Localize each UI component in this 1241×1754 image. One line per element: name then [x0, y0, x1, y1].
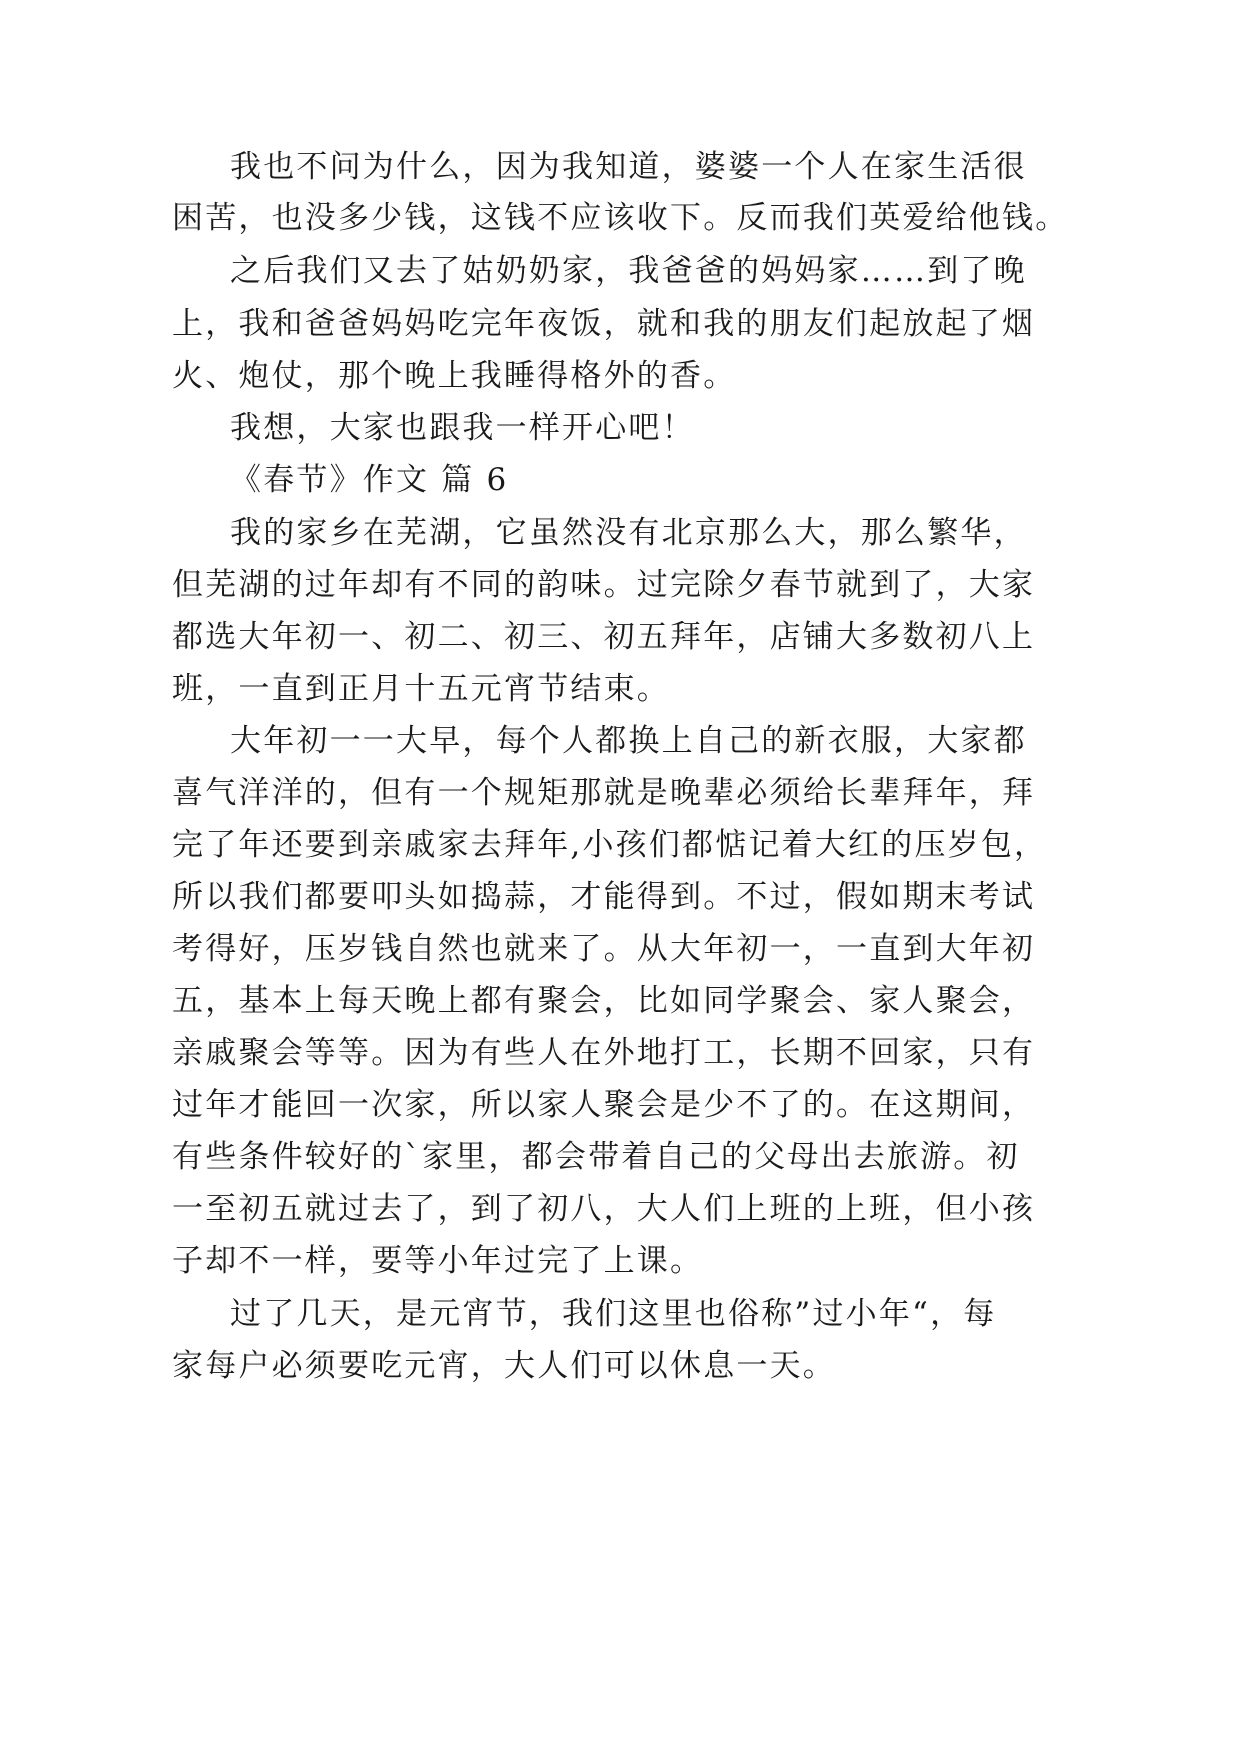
paragraph-line: 火、炮仗，那个晚上我睡得格外的香。 [172, 358, 737, 394]
paragraph-line: 完了年还要到亲戚家去拜年,小孩们都惦记着大红的压岁包， [172, 827, 1048, 863]
paragraph-line: 都选大年初一、初二、初三、初五拜年，店铺大多数初八上 [172, 619, 1036, 655]
paragraph-line: 上，我和爸爸妈妈吃完年夜饭，就和我的朋友们起放起了烟 [172, 306, 1036, 342]
paragraph-line: 亲戚聚会等等。因为有些人在外地打工，长期不回家，只有 [172, 1035, 1036, 1071]
paragraph-line: 一至初五就过去了，到了初八，大人们上班的上班，但小孩 [172, 1191, 1036, 1227]
paragraph-line: 子却不一样，要等小年过完了上课。 [172, 1243, 704, 1279]
paragraph-line: 所以我们都要叩头如捣蒜，才能得到。不过，假如期末考试 [172, 879, 1036, 915]
paragraph-line: 我也不问为什么，因为我知道，婆婆一个人在家生活很 [230, 149, 1027, 185]
paragraph-line: 我的家乡在芜湖，它虽然没有北京那么大，那么繁华， [230, 515, 1027, 551]
paragraph-line: 过了几天，是元宵节，我们这里也俗称”过小年“，每 [230, 1296, 997, 1332]
paragraph-line: 我想，大家也跟我一样开心吧！ [230, 410, 695, 446]
paragraph-line: 但芜湖的过年却有不同的韵味。过完除夕春节就到了，大家 [172, 567, 1036, 603]
section-heading: 《春节》作文 篇 6 [230, 462, 509, 498]
paragraph-line: 考得好，压岁钱自然也就来了。从大年初一，一直到大年初 [172, 931, 1036, 967]
paragraph-line: 困苦，也没多少钱，这钱不应该收下。反而我们英爱给他钱。 [172, 200, 1069, 236]
paragraph-line: 家每户必须要吃元宵，大人们可以休息一天。 [172, 1348, 836, 1384]
paragraph-line: 之后我们又去了姑奶奶家，我爸爸的妈妈家……到了晚 [230, 253, 1027, 289]
paragraph-line: 过年才能回一次家，所以家人聚会是少不了的。在这期间， [172, 1087, 1036, 1123]
paragraph-line: 五，基本上每天晚上都有聚会，比如同学聚会、家人聚会， [172, 983, 1036, 1019]
paragraph-line: 班，一直到正月十五元宵节结束。 [172, 671, 670, 707]
paragraph-line: 有些条件较好的`家里，都会带着自己的父母出去旅游。初 [172, 1139, 1020, 1175]
paragraph-line: 喜气洋洋的，但有一个规矩那就是晚辈必须给长辈拜年，拜 [172, 775, 1036, 811]
paragraph-line: 大年初一一大早，每个人都换上自己的新衣服，大家都 [230, 723, 1027, 759]
